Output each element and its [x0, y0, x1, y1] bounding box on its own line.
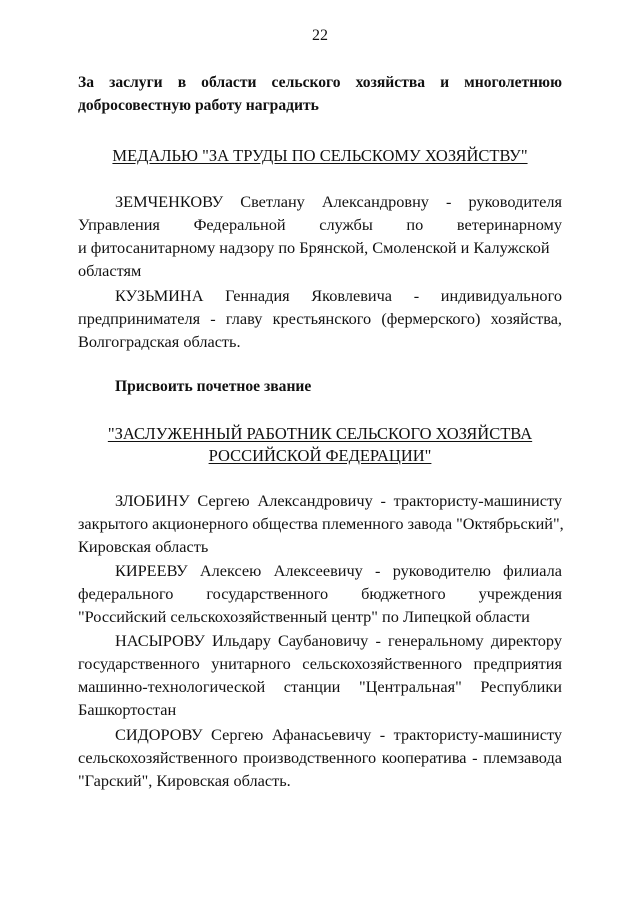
entry-line: ЗЛОБИНУ Сергею Александровичу - трактористу-машинисту: [115, 491, 562, 510]
entry-line: предпринимателя - главу крестьянского (фермерского) хозяйства,: [78, 309, 562, 328]
entry-line: СИДОРОВУ Сергею Афанасьевичу - трактористу-машинисту: [115, 725, 562, 744]
award-intro-line-2: добросовестную работу наградить: [78, 97, 319, 114]
honorary-title-line-1: "ЗАСЛУЖЕННЫЙ РАБОТНИК СЕЛЬСКОГО ХОЗЯЙСТВА: [107, 424, 533, 443]
honorary-title-line-2: РОССИЙСКОЙ ФЕДЕРАЦИИ": [208, 446, 432, 465]
entry-line: ЗЕМЧЕНКОВУ Светлану Александровну - руководителя: [115, 192, 562, 211]
page-number: 22: [312, 27, 328, 44]
award-intro-line-1: За заслуги в области сельского хозяйства и многолетнюю: [78, 74, 562, 91]
entry-line: "Гарский", Кировская область.: [78, 771, 291, 790]
medal-title: МЕДАЛЬЮ "ЗА ТРУДЫ ПО СЕЛЬСКОМУ ХОЗЯЙСТВУ": [112, 146, 528, 165]
entry-line: Башкортостан: [78, 700, 177, 719]
entry-line: государственного унитарного сельскохозяйственного предприятия: [78, 654, 562, 673]
entry-line: КИРЕЕВУ Алексею Алексеевичу - руководителю филиала: [115, 561, 562, 580]
entry-line: "Российский сельскохозяйственный центр" по Липецкой области: [78, 607, 530, 626]
entry-line: НАСЫРОВУ Ильдару Саубановичу - генеральному директору: [115, 631, 562, 650]
entry-line: и фитосанитарному надзору по Брянской, Смоленской и Калужской: [78, 238, 550, 257]
title-intro: Присвоить почетное звание: [115, 378, 312, 395]
entry-line: областям: [78, 261, 142, 280]
entry-line: Управления Федеральной службы по ветеринарному: [78, 215, 562, 234]
entry-line: федерального государственного бюджетного учреждения: [78, 584, 562, 603]
entry-line: сельскохозяйственного производственного кооператива - племзавода: [78, 748, 562, 767]
entry-line: машинно-технологической станции "Центральная" Республики: [78, 677, 562, 696]
entry-line: закрытого акционерного общества племенного завода "Октябрьский",: [78, 514, 564, 533]
entry-line: Кировская область: [78, 537, 209, 556]
entry-line: Волгоградская область.: [78, 332, 241, 351]
entry-line: КУЗЬМИНА Геннадия Яковлевича - индивидуального: [115, 286, 562, 305]
